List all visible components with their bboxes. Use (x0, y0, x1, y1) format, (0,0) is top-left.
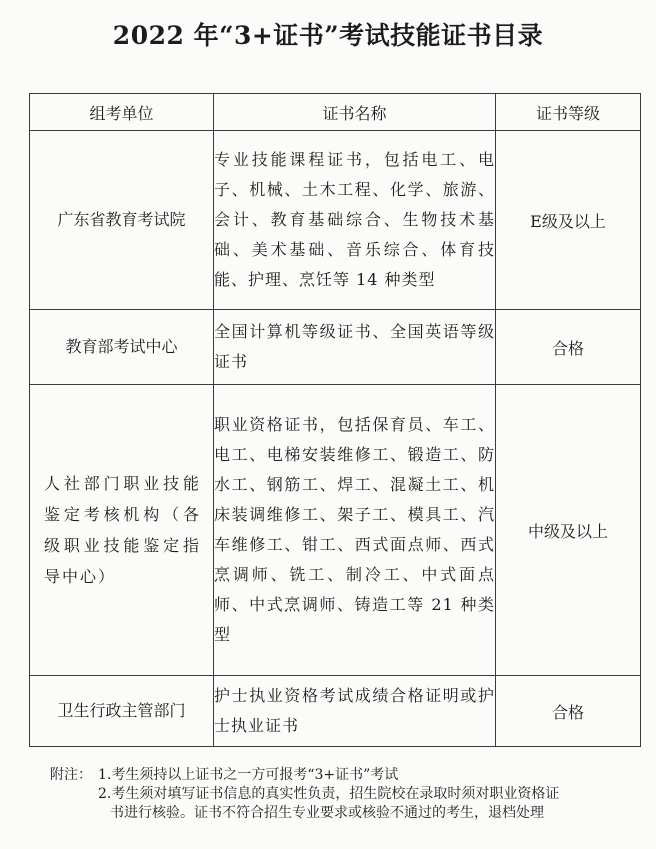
footnotes (50, 766, 630, 823)
certificate-level-cell: 合格 (496, 676, 641, 747)
table-row (30, 131, 641, 310)
table-row (30, 310, 641, 385)
header-certificate-name: 证书名称 (214, 94, 496, 131)
footnote-item: 2.考生须对填写证书信息的真实性负责，招生院校在录取时须对职业资格证 (98, 786, 560, 802)
organizer-cell: 教育部考试中心 (30, 310, 214, 385)
certificate-name-cell: 护士执业资格考试成绩合格证明或护士执业证书 (214, 676, 496, 747)
page-title: 2022 年“3+证书”考试技能证书目录 (112, 21, 544, 50)
table-header-row (30, 94, 641, 131)
organizer-cell: 人社部门职业技能鉴定考核机构（各级职业技能鉴定指导中心） (30, 385, 214, 676)
organizer-cell: 卫生行政主管部门 (30, 676, 214, 747)
certificate-name-cell: 专业技能课程证书，包括电工、电子、机械、土木工程、化学、旅游、会计、教育基础综合、生物技术基础、美术基础、音乐综合、体育技能、护理、烹饪等 14 种类型 (214, 131, 496, 310)
header-certificate-level: 证书等级 (496, 94, 641, 131)
certificate-name-cell: 全国计算机等级证书、全国英语等级证书 (214, 310, 496, 385)
certificate-level-cell: 合格 (496, 310, 641, 385)
certificate-level-cell: 中级及以上 (496, 385, 641, 676)
certificate-table (29, 93, 641, 747)
footnote-line (50, 766, 630, 785)
organizer-cell: 广东省教育考试院 (30, 131, 214, 310)
certificate-name-cell: 职业资格证书，包括保育员、车工、电工、电梯安装维修工、锻造工、防水工、钢筋工、焊工、混凝土工、机床装调维修工、架子工、模具工、汽车维修工、钳工、西式面点师、西式烹调师、铣工、制冷工、中式面点师、中式烹调师、铸造工等 21 种类型 (214, 385, 496, 676)
table-row (30, 676, 641, 747)
header-organizer: 组考单位 (30, 94, 214, 131)
footnote-continuation: 书进行核验。证书不符合招生专业要求或核验不通过的考生，退档处理 (110, 805, 544, 821)
footnote-item: 1.考生须持以上证书之一方可报考“3+证书”考试 (98, 767, 399, 783)
table-row (30, 385, 641, 676)
certificate-level-cell: E级及以上 (496, 131, 641, 310)
footnote-line (50, 785, 630, 804)
footnote-prefix: 附注： (50, 767, 92, 783)
